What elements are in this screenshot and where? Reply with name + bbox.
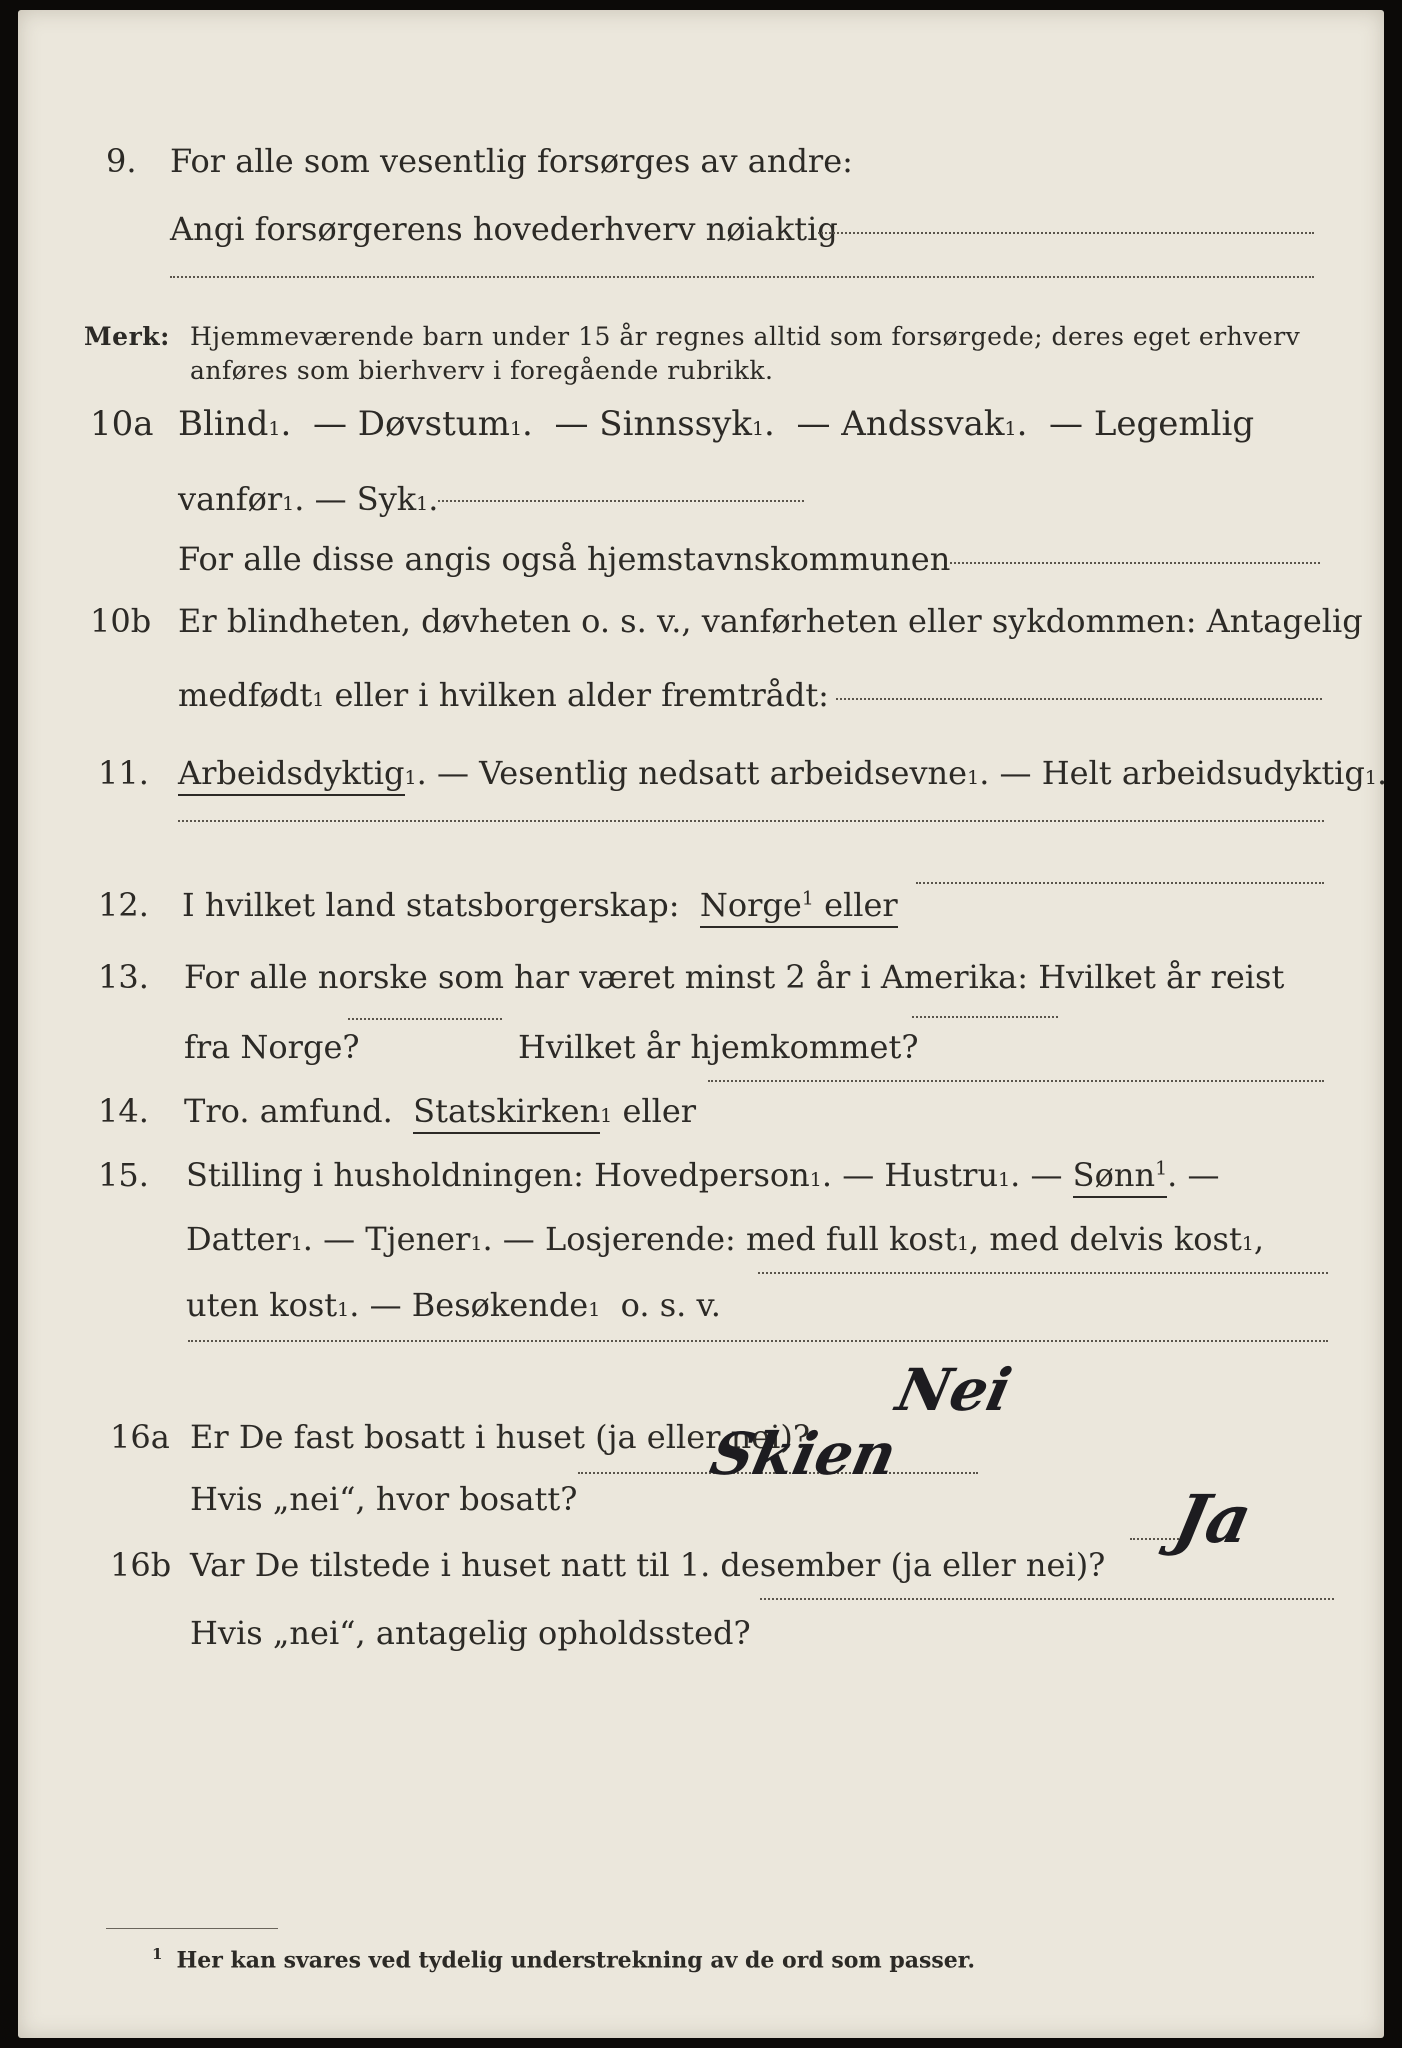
q14-answer-line[interactable]: [708, 1080, 1324, 1082]
footnote-text: Her kan svares ved tydelig understrekning av de ord som passer.: [176, 1947, 975, 1974]
option-syk[interactable]: — Syk: [314, 480, 417, 518]
q15-number: 15.: [98, 1156, 149, 1194]
option-eller: eller: [622, 1092, 697, 1130]
q11-options: Arbeidsdyktig 1 . — Vesentlig nedsatt arbeidsevne 1 . — Helt arbeidsudyktig 1 .: [178, 754, 1387, 796]
q15-comma: ,: [1253, 1220, 1265, 1258]
option-delvis[interactable]: , med delvis kost: [969, 1220, 1242, 1258]
q10b-alder: eller i hvilken alder fremtrådt:: [334, 676, 829, 714]
option-losjerende[interactable]: . — Losjerende: med full kost: [482, 1220, 957, 1258]
q14-label: Tro. amfund.: [184, 1092, 393, 1130]
footnote-rule: [106, 1928, 278, 1929]
option-sinnssyk[interactable]: — Sinnssyk: [554, 404, 752, 444]
merk-text1: Hjemmeværende barn under 15 år regnes alltid som forsørgede; deres eget erhverv: [190, 322, 1301, 351]
q9-answer-line[interactable]: [818, 232, 1314, 234]
q14-text: Tro. amfund. Statskirken 1 eller: [184, 1092, 696, 1134]
option-hovedperson[interactable]: Stilling i husholdningen: Hovedperson: [186, 1156, 810, 1194]
footnote-mark: 1: [1155, 1157, 1168, 1180]
q16a-answer-nei[interactable]: Nei: [890, 1356, 1018, 1424]
option-sonn-label: Sønn: [1072, 1156, 1156, 1194]
q13-reist-line[interactable]: [348, 1018, 502, 1020]
footnote: [152, 1945, 975, 1973]
option-tjener[interactable]: . — Tjener: [302, 1220, 471, 1258]
option-vanfor[interactable]: vanfør: [178, 480, 283, 518]
q9-text2: Angi forsørgerens hovederhverv nøiaktig: [170, 210, 838, 248]
q15-osv: o. s. v.: [620, 1286, 721, 1324]
q15-options1: Stilling i husholdningen: Hovedperson 1 . — Hustru 1 . — Sønn$^1$ . —: [186, 1156, 1220, 1198]
q13-fra: fra Norge?: [184, 1028, 360, 1066]
q16a-text2: Hvis „nei“, hvor bosatt?: [190, 1480, 578, 1518]
q11-number: 11.: [98, 754, 149, 792]
q15-answer-line[interactable]: [758, 1272, 1328, 1274]
q13-hjem: Hvilket år hjemkommet?: [518, 1028, 919, 1066]
option-andssvak[interactable]: — Andssvak: [796, 404, 1005, 444]
q11-answer-line[interactable]: [178, 820, 1324, 822]
q15-dash: . —: [1167, 1156, 1220, 1194]
option-dovstum[interactable]: — Døvstum: [312, 404, 510, 444]
q13-hjemkommet-line[interactable]: [912, 1016, 1058, 1018]
q15-options2: Datter 1 . — Tjener 1 . — Losjerende: med full kost 1 , med delvis kost 1 ,: [186, 1220, 1265, 1258]
q10a-text3: For alle disse angis også hjemstavnskommunen: [178, 540, 951, 578]
option-vesentlig[interactable]: . — Vesentlig nedsatt arbeidsevne: [416, 754, 968, 792]
q10a-syk-line[interactable]: [438, 500, 804, 502]
q15-answer-line2[interactable]: [188, 1340, 1328, 1342]
option-sonn[interactable]: [1073, 1156, 1168, 1198]
q10a-number: 10a: [90, 404, 154, 444]
option-besokende[interactable]: . — Besøkende: [349, 1286, 589, 1324]
q12-answer-line[interactable]: [916, 882, 1324, 884]
option-uten-kost[interactable]: uten kost: [186, 1286, 338, 1324]
option-norge-label: Norge: [699, 886, 802, 924]
option-hustru[interactable]: . — Hustru: [821, 1156, 999, 1194]
q9-text1: For alle som vesentlig forsørges av andre:: [170, 142, 853, 180]
merk-text2: anføres som bierhverv i foregående rubrikk.: [190, 356, 774, 385]
q10b-text2: medfødt 1 eller i hvilken alder fremtrådt:: [178, 676, 829, 714]
q10a-hjemstavn-line[interactable]: [950, 562, 1320, 564]
option-eller: eller: [824, 886, 898, 924]
q10b-number: 10b: [90, 602, 152, 640]
q13-number: 13.: [98, 958, 149, 996]
q16b-answer-ja[interactable]: Ja: [1167, 1480, 1259, 1558]
option-medfodt[interactable]: medfødt: [178, 676, 313, 714]
q16b-opholdssted-line[interactable]: [760, 1598, 1334, 1600]
option-arbeidsdyktig[interactable]: Arbeidsdyktig: [178, 754, 405, 796]
q13-text1: For alle norske som har været minst 2 år i Amerika: Hvilket år reist: [184, 958, 1285, 996]
q15-options3: uten kost 1 . — Besøkende 1 o. s. v.: [186, 1286, 721, 1324]
q16a-number: 16a: [110, 1418, 170, 1456]
q16b-number: 16b: [110, 1546, 172, 1584]
q11-period: .: [1376, 754, 1388, 792]
merk-label: Merk:: [84, 322, 170, 351]
q12-question: I hvilket land statsborgerskap:: [182, 886, 680, 924]
q16a-answer-skien[interactable]: Skien: [704, 1420, 903, 1488]
q10b-text1: Er blindheten, døvheten o. s. v., vanførheten eller sykdommen: Antagelig: [178, 602, 1363, 640]
q16b-text2: Hvis „nei“, antagelig opholdssted?: [190, 1614, 751, 1652]
option-helt[interactable]: . — Helt arbeidsudyktig: [979, 754, 1365, 792]
q9-number: 9.: [106, 142, 137, 180]
option-norge[interactable]: [700, 886, 898, 928]
option-datter[interactable]: Datter: [186, 1220, 291, 1258]
q12-text: [182, 886, 898, 928]
option-blind[interactable]: Blind: [178, 404, 269, 444]
q16b-text1: Var De tilstede i huset natt til 1. desember (ja eller nei)?: [190, 1546, 1106, 1584]
q10a-options: Blind 1 . — Døvstum 1 . — Sinnssyk 1 . — Andssvak 1 . — Legemlig: [178, 404, 1255, 444]
option-legemlig[interactable]: — Legemlig: [1049, 404, 1255, 444]
q16a-text1: Er De fast bosatt i huset (ja eller nei)?: [190, 1418, 811, 1456]
q12-number: 12.: [98, 886, 149, 924]
q9-answer-line2[interactable]: [170, 276, 1314, 278]
footnote-mark: 1: [801, 887, 814, 910]
option-statskirken[interactable]: Statskirken: [413, 1092, 600, 1134]
q14-number: 14.: [98, 1092, 149, 1130]
q10a-options2: vanfør 1 . — Syk 1 .: [178, 480, 439, 518]
q10b-answer-line[interactable]: [836, 698, 1322, 700]
census-form-page: [18, 10, 1388, 2038]
footnote-marker: 1: [152, 1945, 163, 1963]
